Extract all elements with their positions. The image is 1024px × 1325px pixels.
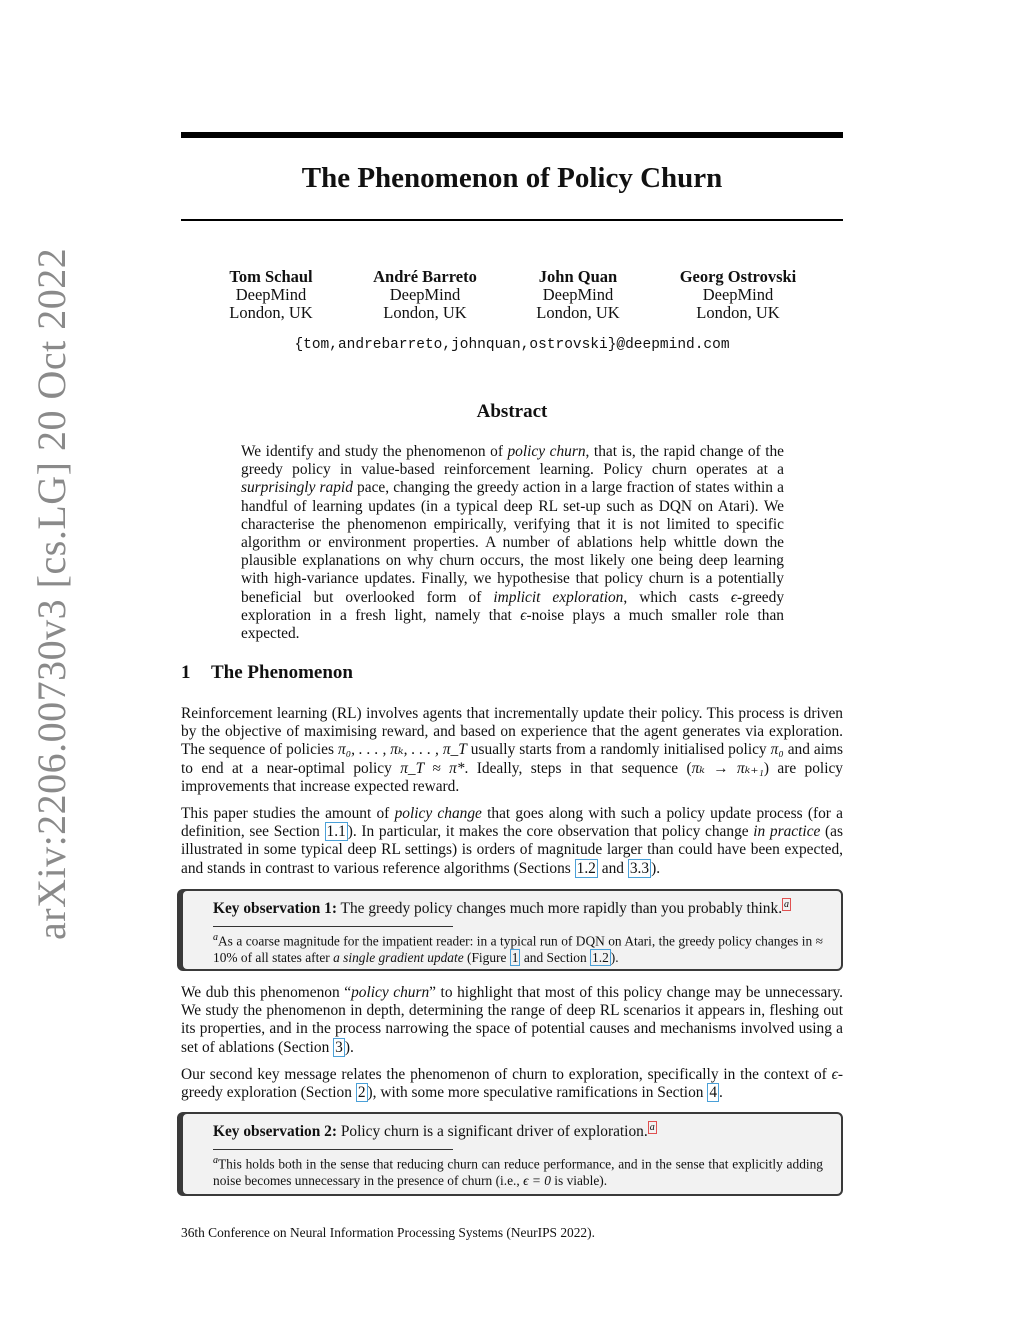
author-location: London, UK	[229, 303, 313, 322]
abstract-text: We identify and study the phenomenon of policy churn, that is, the rapid change of the greedy policy in value-based reinforcement learning. Policy churn operates at a surprisingly rapid pace, changing the greedy action in a large fraction of states within a handful of learning updates (in a typical deep RL set-up such as DQN on Atari). We characterise the phenomenon empirically, verifying that it is not limited to specific algorithm or environment properties. A number of ablations help whittle down the plausible explanations on why churn occurs, the most likely one being deep learning with high-variance updates. Finally, we hypothesise that policy churn is a potentially beneficial but overlooked form of implicit exploration, which casts ϵ-greedy exploration in a fresh light, namely that ϵ-noise plays a much smaller role than expected.	[241, 443, 785, 643]
section-link[interactable]: 3	[335, 1038, 343, 1056]
footnote-text: $^a$This holds both in the sense that reducing churn can reduce performance, and in the sense that explicitly adding noise becomes unnecessary in the presence of churn (i.e., ϵ = 0 is viable).	[213, 1155, 823, 1188]
title-bottom-rule	[181, 219, 843, 221]
section-link[interactable]: 1.2	[576, 859, 596, 877]
section-link[interactable]: 1.2	[592, 949, 609, 965]
author-block	[638, 268, 838, 322]
section-number: 1	[181, 662, 191, 683]
paragraph: Our second key message relates the phenomenon of churn to exploration, specifically in the context of ϵ-greedy exploration (Section 2 ), with some more speculative ramifications in Section 4 .	[181, 1066, 843, 1102]
key-observation-box	[181, 1112, 843, 1196]
section-link[interactable]: 3.3	[629, 859, 650, 877]
section-link[interactable]: 4	[709, 1084, 718, 1102]
author-name: Tom Schaul	[229, 267, 313, 286]
author-affiliation: DeepMind	[235, 285, 307, 304]
paragraph: Reinforcement learning (RL) involves agents that incrementally update their policy. This process is driven by the objective of maximising reward, and based on experience that the agent generates via exploration. The sequence of policies π₀, . . . , πₖ, . . . , π_T usually starts from a randomly initialised policy π₀ and aims to end at a near-optimal policy π_T ≈ π*. Ideally, steps in that sequence (πₖ → πₖ₊₁) are policy improvements that increase expected reward.	[181, 705, 843, 795]
author-affiliation: DeepMind	[389, 285, 461, 304]
author-affiliation: DeepMind	[702, 285, 774, 304]
author-name: John Quan	[538, 267, 618, 286]
author-emails[interactable]: {tom,andrebarreto,johnquan,ostrovski}@deepmind.com	[294, 337, 730, 353]
conference-footer: 36th Conference on Neural Information Processing Systems (NeurIPS 2022).	[181, 1225, 595, 1240]
author-location: London, UK	[536, 303, 620, 322]
paper-title: The Phenomenon of Policy Churn	[301, 162, 723, 194]
abstract-heading: Abstract	[476, 401, 548, 422]
author-name: Georg Ostrovski	[679, 267, 797, 286]
arxiv-identifier: arXiv:2206.00730v3 [cs.LG] 20 Oct 2022	[29, 247, 74, 940]
key-observation-text: Key observation 2: Policy churn is a significant driver of exploration. $^a$	[213, 1122, 655, 1141]
section-title: The Phenomenon	[211, 662, 353, 683]
author-name: André Barreto	[373, 267, 477, 286]
title-top-rule	[181, 132, 843, 138]
paragraph: This paper studies the amount of policy change that goes along with such a policy update process (for a definition, see Section 1.1 ). In particular, it makes the core observation that policy change in practice (as illustrated in some typical deep RL settings) is orders of magnitude larger than could have been expected, and stands in contrast to various reference algorithms (Sections 1.2 and 3.3 ).	[181, 805, 843, 877]
key-observation-box	[181, 889, 843, 971]
figure-link[interactable]: 1	[511, 949, 519, 965]
section-link[interactable]: 1.1	[326, 823, 346, 841]
author-affiliation: DeepMind	[542, 285, 614, 304]
author-location: London, UK	[383, 303, 467, 322]
paragraph: We dub this phenomenon “policy churn” to highlight that most of this policy change may be unnecessary. We study the phenomenon in depth, determining the range of deep RL scenarios it appears in, fleshing out its properties, and in the process narrowing the space of potential causes and mechanisms involved using a set of ablations (Section 3 ).	[181, 984, 844, 1056]
key-observation-text: Key observation 1: The greedy policy changes much more rapidly than you probably think. $^a$	[213, 899, 790, 918]
footnote-rule	[213, 1149, 453, 1150]
section-link[interactable]: 2	[357, 1084, 366, 1102]
footnote-link[interactable]: a	[649, 1122, 655, 1133]
footnote-rule	[213, 926, 453, 927]
footnote-link[interactable]: a	[784, 899, 790, 910]
author-location: London, UK	[696, 303, 780, 322]
footnote-text: $^a$As a coarse magnitude for the impatient reader: in a typical run of DQN on Atari, the greedy policy changes in ≈ 10% of all states after a single gradient update (Figure 1 and Section 1.2 ).	[213, 932, 823, 965]
section-heading	[181, 662, 353, 684]
